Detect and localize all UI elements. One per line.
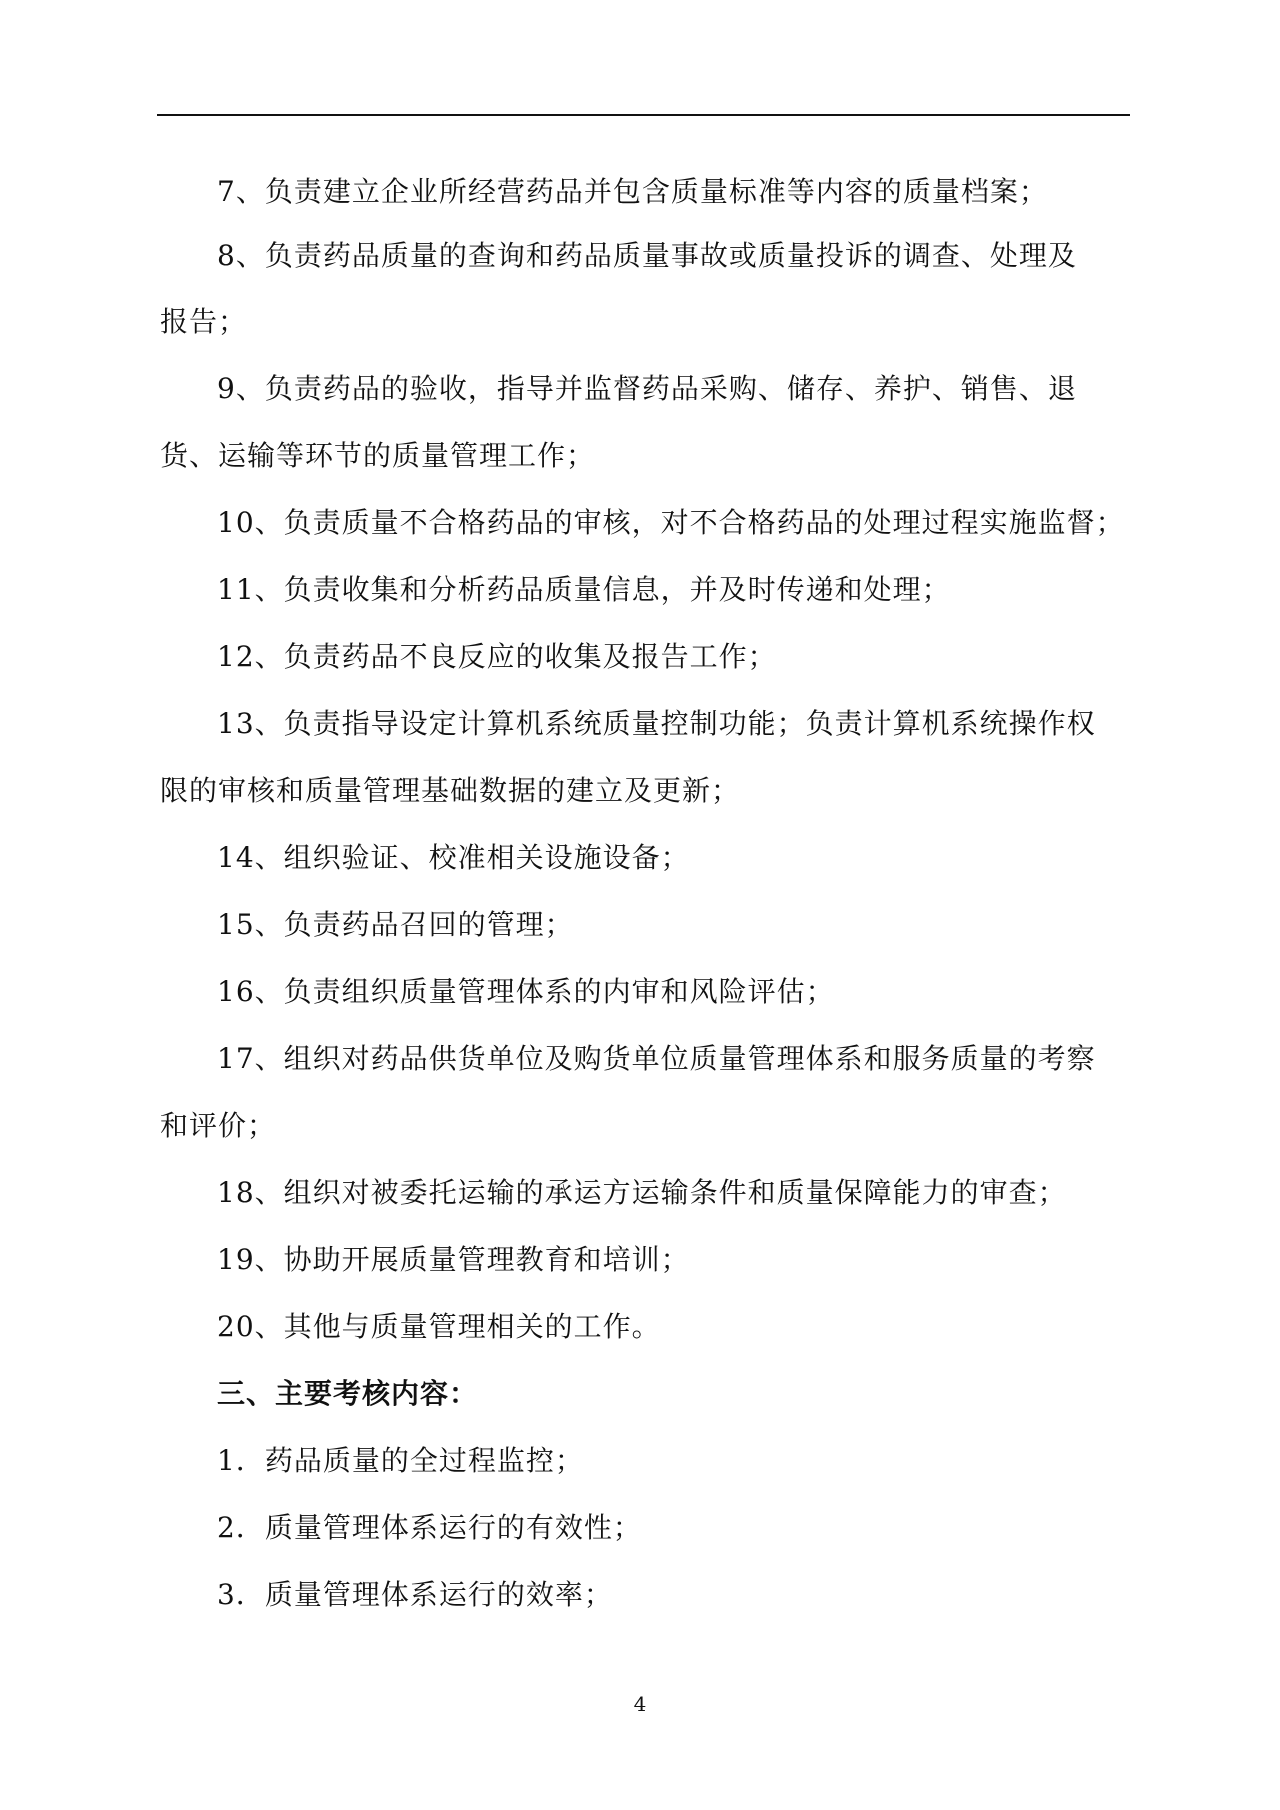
duty-8-continued: 报告；	[160, 305, 248, 338]
header-rule	[157, 114, 1130, 116]
duty-7: 7、负责建立企业所经营药品并包含质量标准等内容的质量档案；	[217, 175, 1048, 208]
duty-15: 15、负责药品召回的管理；	[217, 908, 574, 941]
page-number: 4	[633, 1692, 647, 1716]
duty-19: 19、协助开展质量管理教育和培训；	[217, 1243, 690, 1276]
duty-10: 10、负责质量不合格药品的审核，对不合格药品的处理过程实施监督；	[217, 506, 1125, 539]
duty-17-continued: 和评价；	[160, 1109, 277, 1142]
duty-17: 17、组织对药品供货单位及购货单位质量管理体系和服务质量的考察	[217, 1042, 1096, 1075]
duty-20: 20、其他与质量管理相关的工作。	[217, 1310, 661, 1343]
assessment-item-2: 2．质量管理体系运行的有效性；	[217, 1511, 642, 1544]
duty-16: 16、负责组织质量管理体系的内审和风险评估；	[217, 975, 835, 1008]
duty-9-continued: 货、运输等环节的质量管理工作；	[160, 439, 596, 472]
section-heading: 三、主要考核内容：	[217, 1377, 479, 1410]
duty-13-continued: 限的审核和质量管理基础数据的建立及更新；	[160, 774, 741, 807]
assessment-item-3: 3．质量管理体系运行的效率；	[217, 1578, 613, 1611]
duty-13: 13、负责指导设定计算机系统质量控制功能；负责计算机系统操作权	[217, 707, 1096, 740]
duty-8: 8、负责药品质量的查询和药品质量事故或质量投诉的调查、处理及	[217, 239, 1077, 272]
duty-9: 9、负责药品的验收，指导并监督药品采购、储存、养护、销售、退	[217, 372, 1077, 405]
duty-12: 12、负责药品不良反应的收集及报告工作；	[217, 640, 777, 673]
duty-14: 14、组织验证、校准相关设施设备；	[217, 841, 690, 874]
assessment-item-1: 1．药品质量的全过程监控；	[217, 1444, 584, 1477]
duty-11: 11、负责收集和分析药品质量信息，并及时传递和处理；	[217, 573, 951, 606]
duty-18: 18、组织对被委托运输的承运方运输条件和质量保障能力的审查；	[217, 1176, 1067, 1209]
